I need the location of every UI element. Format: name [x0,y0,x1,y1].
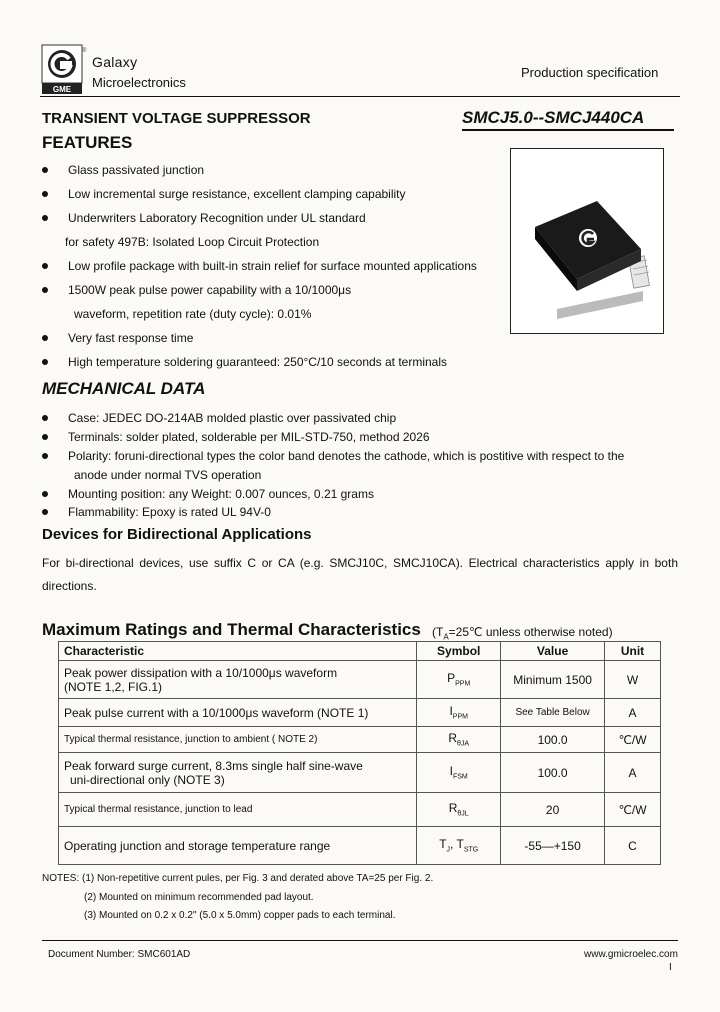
ratings-condition: ($T_A=25℃$ unless otherwise noted) [432,625,613,642]
feature-item-continued: waveform, repetition rate (duty cycle): 0.01% [74,307,312,321]
bidirectional-heading: Devices for Bidirectional Applications [42,526,312,543]
note-line: (3) Mounted on 0.2 x 0.2" (5.0 x 5.0mm) copper pads to each terminal. [84,910,396,921]
mechanical-item: Flammability: Epoxy is rated UL 94V-0 [68,505,271,519]
symbol-cell: $P_{PPM}$ [417,661,501,699]
mechanical-heading: MECHANICAL DATA [42,379,206,398]
bullet-icon [42,263,48,269]
bullet-icon [42,491,48,497]
page-number: I [669,962,672,973]
characteristic-cell: Typical thermal resistance, junction to ambient ( NOTE 2) [59,727,417,753]
unit-cell: W [605,661,661,699]
symbol-cell: $T_J$, $T_{STG}$ [417,827,501,865]
mechanical-item: Mounting position: any Weight: 0.007 ounces, 0.21 grams [68,487,374,501]
symbol-cell: $R_{\theta JL}$ [417,793,501,827]
value-cell: See Table Below [501,699,605,727]
table-row [59,699,661,727]
feature-item: Underwriters Laboratory Recognition under UL standard [68,211,366,225]
table-row [59,827,661,865]
mechanical-item: Polarity: foruni-directional types the color band denotes the cathode, which is postitive with respect to the [68,449,625,463]
characteristic-cell: Peak power dissipation with a 10/1000μs waveform (NOTE 1,2, FIG.1) [59,661,417,699]
unit-cell: C [605,827,661,865]
bullet-icon [42,287,48,293]
table-row [59,661,661,699]
characteristic-cell: Peak pulse current with a 10/1000μs waveform (NOTE 1) [59,699,417,727]
brand-subtitle: Microelectronics [92,75,186,90]
svg-text:®: ® [82,48,87,54]
characteristic-cell: Peak forward surge current, 8.3ms single half sine-wave uni-directional only (NOTE 3) [59,753,417,793]
value-cell: 20 [501,793,605,827]
unit-cell: ℃/W [605,727,661,753]
column-header: Unit [605,642,661,661]
feature-item: Low profile package with built-in strain relief for surface mounted applications [68,259,477,273]
mechanical-item: Case: JEDEC DO-214AB molded plastic over passivated chip [68,411,397,425]
bullet-icon [42,453,48,459]
website-link[interactable]: www.gmicroelec.com [584,949,678,960]
bullet-icon [42,215,48,221]
bullet-icon [42,509,48,515]
part-number-underline [462,129,674,131]
company-logo [42,45,85,95]
value-cell: Minimum 1500 [501,661,605,699]
note-line: NOTES: (1) Non-repetitive current pules, per Fig. 3 and derated above TA=25 per Fig. 2. [42,873,434,884]
symbol-cell: $R_{\theta JA}$ [417,727,501,753]
brand-name: Galaxy [92,54,138,70]
table-row [59,793,661,827]
unit-cell: A [605,699,661,727]
footer-divider [42,940,678,941]
bullet-icon [42,434,48,440]
feature-item: 1500W peak pulse power capability with a 10/1000μs [68,283,352,297]
table-row [59,753,661,793]
table-row [59,727,661,753]
mechanical-item: Terminals: solder plated, solderable per MIL-STD-750, method 2026 [68,430,430,444]
document-number: Document Number: SMC601AD [48,949,191,960]
symbol-cell: $I_{PPM}$ [417,699,501,727]
feature-item: High temperature soldering guaranteed: 250°C/10 seconds at terminals [68,355,448,369]
mechanical-item-continued: anode under normal TVS operation [74,468,262,482]
document-title: TRANSIENT VOLTAGE SUPPRESSOR [42,110,311,127]
part-number: SMCJ5.0--SMCJ440CA [462,108,645,127]
bullet-icon [42,191,48,197]
feature-item-continued: for safety 497B: Isolated Loop Circuit Protection [65,235,320,249]
bidirectional-text: For bi-directional devices, use suffix C or CA (e.g. SMCJ10C, SMCJ10CA). Electrical characteristics apply in both directions. [42,556,678,593]
bullet-icon [42,335,48,341]
logo-letters: GME [52,85,72,94]
bullet-icon [42,359,48,365]
value-cell: 100.0 [501,727,605,753]
feature-item: Very fast response time [68,331,194,345]
column-header: Value [501,642,605,661]
feature-item: Glass passivated junction [68,163,205,177]
production-spec-label: Production specification [521,65,659,80]
feature-item: Low incremental surge resistance, excellent clamping capability [68,187,406,201]
bullet-icon [42,167,48,173]
features-heading: FEATURES [42,133,133,152]
column-header: Symbol [417,642,501,661]
header-divider [40,96,680,97]
column-header: Characteristic [59,642,417,661]
unit-cell: ℃/W [605,793,661,827]
unit-cell: A [605,753,661,793]
value-cell: -55—+150 [501,827,605,865]
ratings-heading: Maximum Ratings and Thermal Characteristics [42,620,421,639]
ratings-table [58,641,661,865]
characteristic-cell: Typical thermal resistance, junction to lead [59,793,417,827]
bullet-icon [42,415,48,421]
symbol-cell: $I_{FSM}$ [417,753,501,793]
table-header-row [59,642,661,661]
value-cell: 100.0 [501,753,605,793]
note-line: (2) Mounted on minimum recommended pad layout. [84,892,314,903]
characteristic-cell: Operating junction and storage temperature range [59,827,417,865]
package-image [510,148,664,334]
